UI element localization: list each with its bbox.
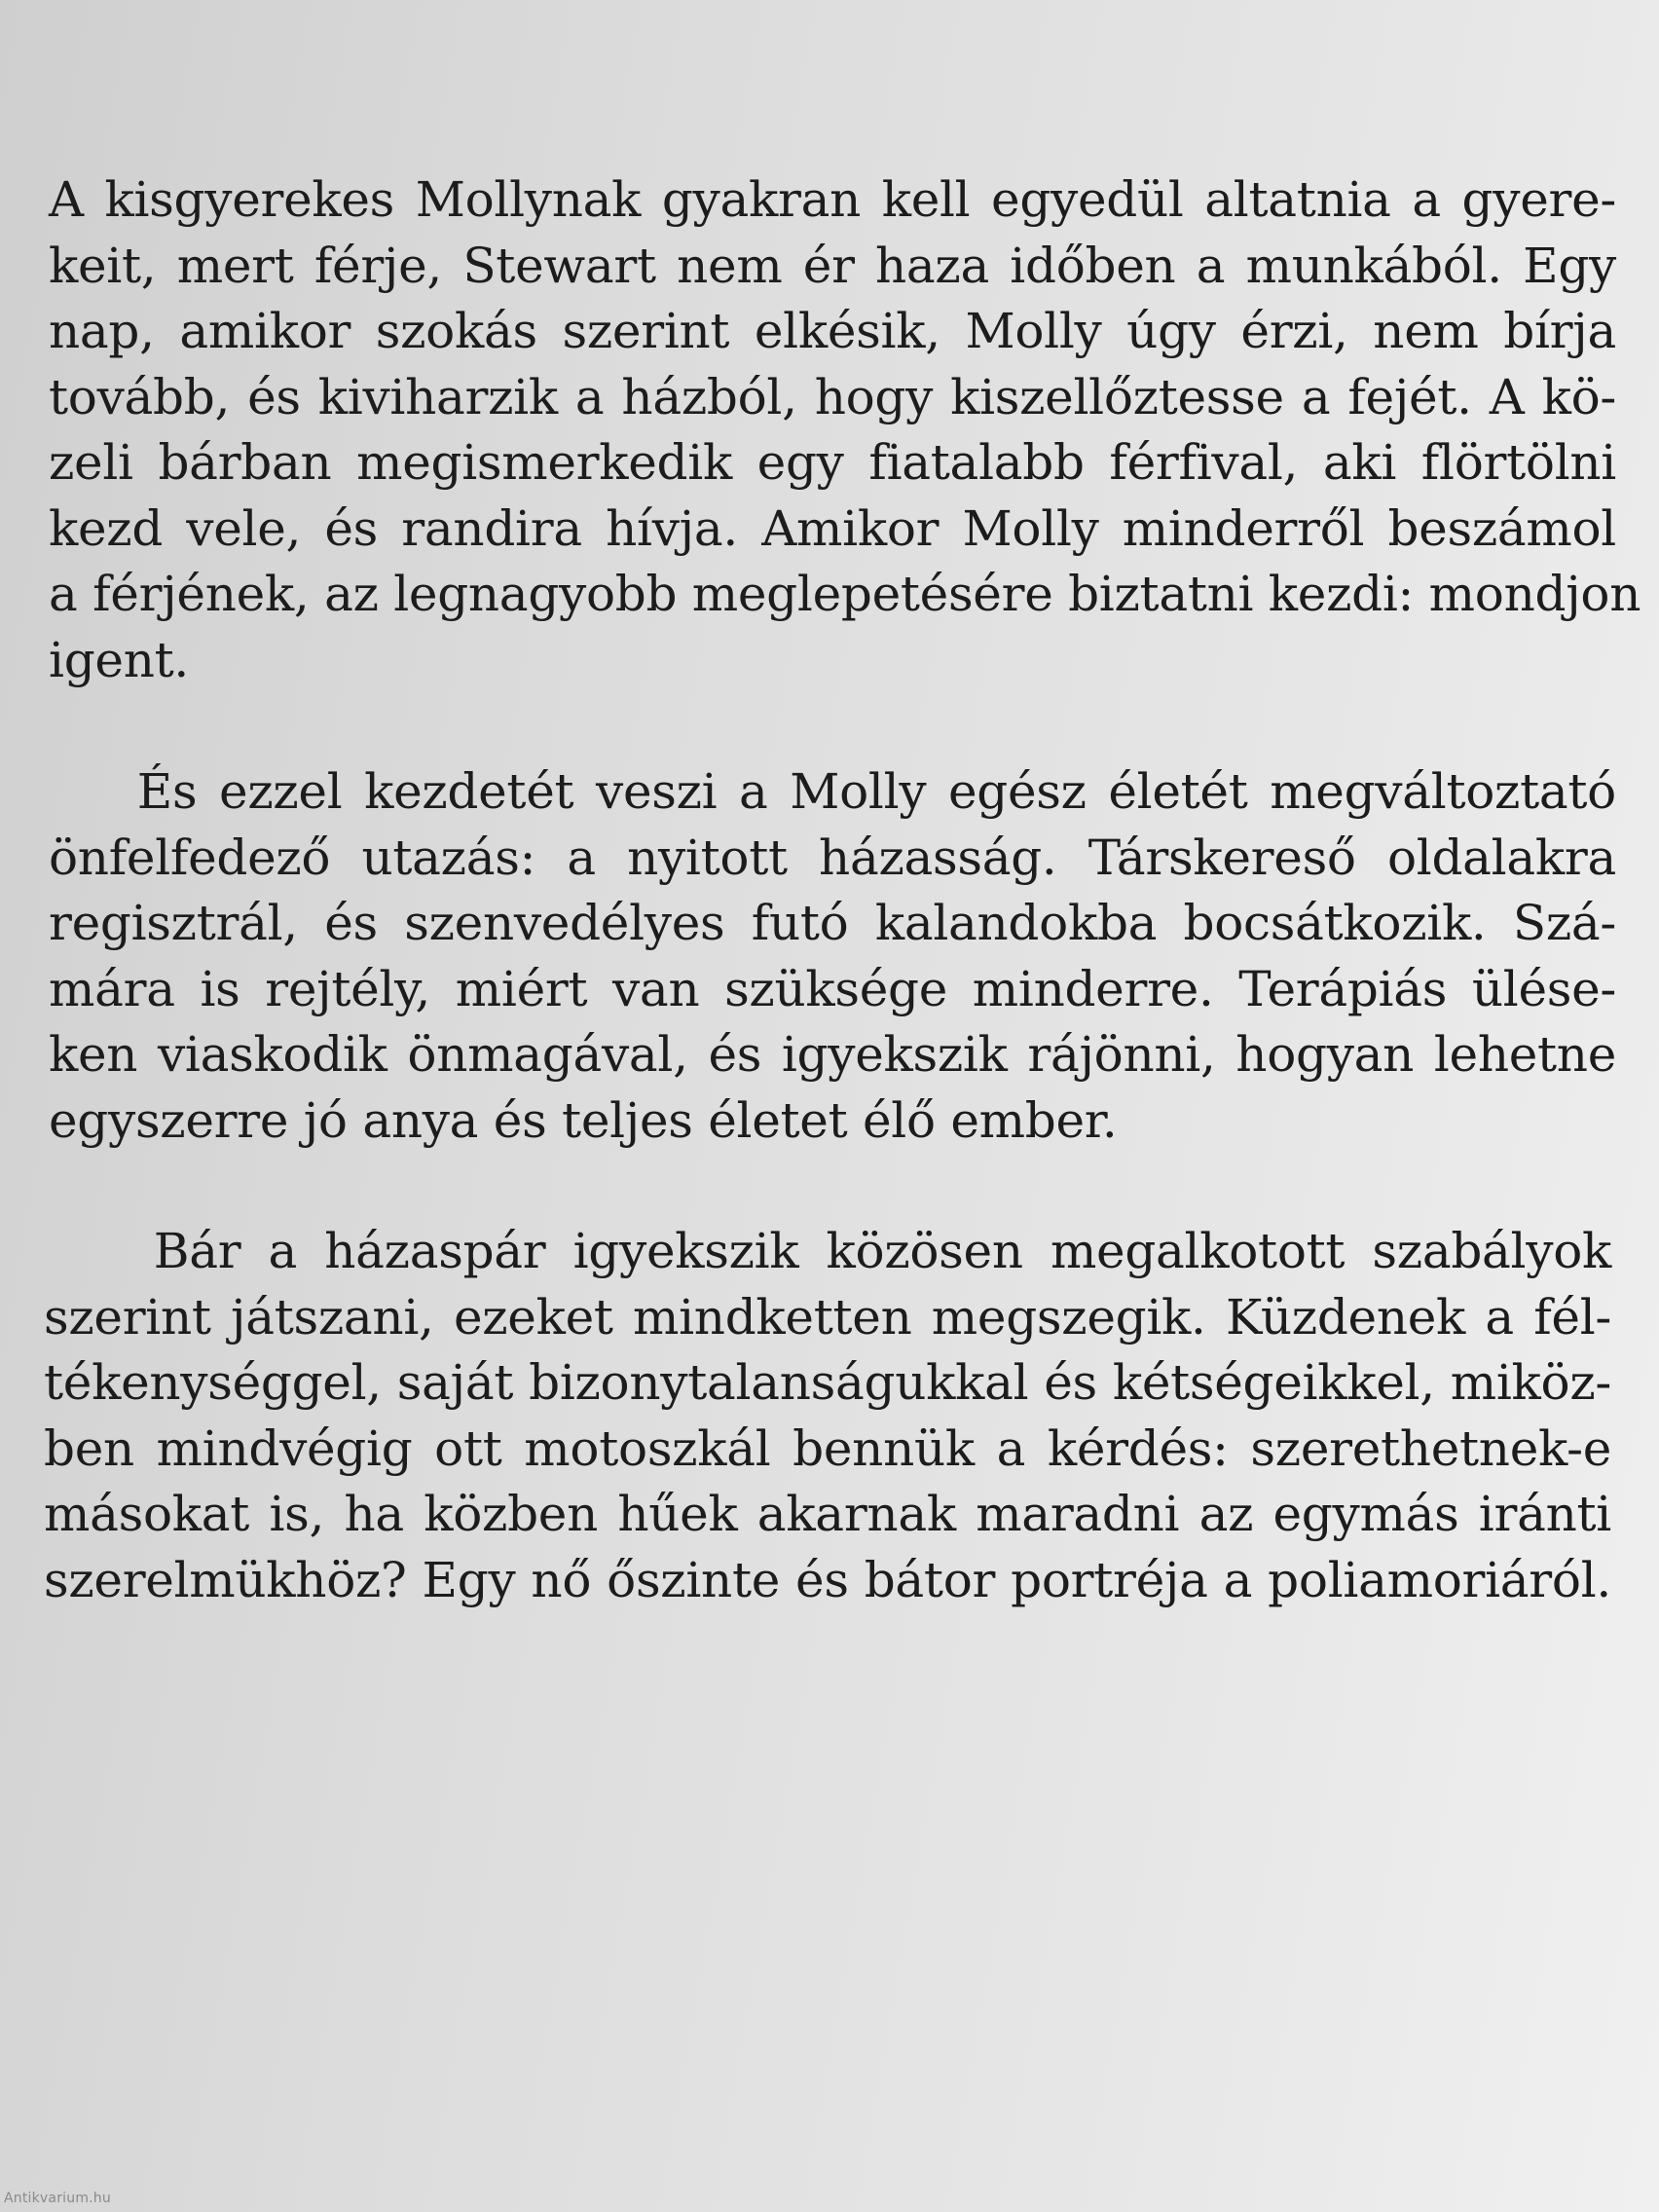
text-line: mára is rejtély, miért van szüksége minderre. Terápiás ülése- [49, 960, 1616, 1017]
text-line: a férjének, az legnagyobb meglepetésére biztatni kezdi: mondjon [49, 566, 1641, 622]
text-line: nap, amikor szokás szerint elkésik, Molly úgy érzi, nem bírja [49, 303, 1616, 359]
text-line: ken viaskodik önmagával, és igyekszik rájönni, hogyan lehetne [49, 1026, 1616, 1083]
text-line: Bár a házaspár igyekszik közösen megalkotott szabályok [44, 1223, 1611, 1279]
text-line: szerelmükhöz? Egy nő őszinte és bátor portréja a poliamoriáról. [44, 1551, 1611, 1608]
text-line: keit, mert férje, Stewart nem ér haza időben a munkából. Egy [49, 237, 1616, 294]
text-line: kezd vele, és randira hívja. Amikor Molly minderről beszámol [49, 499, 1616, 557]
text-line: egyszerre jó anya és teljes életet élő ember. [49, 1091, 1118, 1149]
text-line: szerint játszani, ezeket mindketten megszegik. Küzdenek a fél- [44, 1288, 1611, 1346]
text-line: önfelfedező utazás: a nyitott házasság. Társkereső oldalakra [49, 829, 1616, 886]
text-line: És ezzel kezdetét veszi a Molly egész életét megváltoztató [49, 763, 1616, 820]
blurb-paragraph-3 [44, 1219, 1611, 1613]
text-line: másokat is, ha közben hűek akarnak maradni az egymás iránti [44, 1486, 1611, 1542]
text-line: regisztrál, és szenvedélyes futó kalandokba bocsátkozik. Szá- [49, 895, 1616, 951]
text-line: ben mindvégig ott motoszkál bennük a kérdés: szerethetnek-e [44, 1419, 1611, 1477]
text-line: tovább, és kiviharzik a házból, hogy kiszellőztesse a fejét. A kö- [49, 368, 1616, 425]
text-line: A kisgyerekes Mollynak gyakran kell egyedül altatnia a gyere- [49, 171, 1616, 228]
text-line: tékenységgel, saját bizonytalanságukkal és kétségeikkel, miköz- [44, 1354, 1611, 1411]
watermark-text: Antikvarium.hu [4, 2191, 111, 2206]
text-line: zeli bárban megismerkedik egy fiatalabb férfival, aki flörtölni [49, 434, 1616, 491]
blurb-paragraph-1 [49, 167, 1641, 693]
blurb-paragraph-2 [49, 759, 1616, 1154]
text-line: igent. [49, 631, 189, 688]
